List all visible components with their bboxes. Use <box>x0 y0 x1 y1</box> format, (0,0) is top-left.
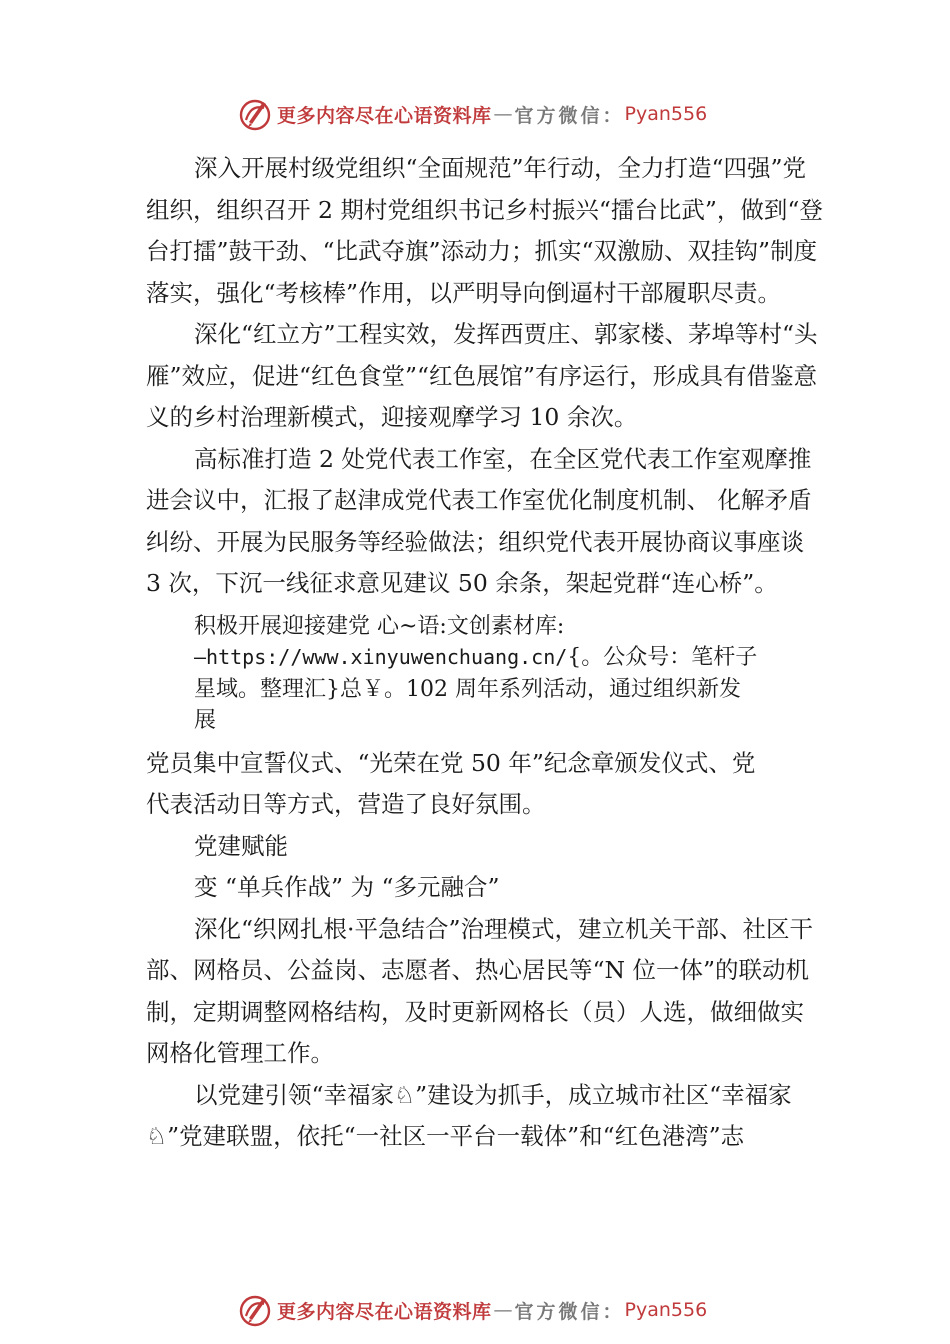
header-wechat-id: Pyan556 <box>624 103 708 125</box>
xinyu-logo-icon <box>237 1292 273 1328</box>
paragraph-2: 深化“红立方”工程实效，发挥西贾庄、郭家楼、茅埠等村“头雁”效应，促进“红色食堂”“红色展馆”有序运行，形成具有借鉴意义的乡村治理新模式，迎接观摩学习 10 余次。 <box>146 320 818 431</box>
paragraph-4 <box>194 611 826 737</box>
paragraph-6: 深化“织网扎根·平急结合”治理模式，建立机关干部、社区干部、网格员、公益岗、志愿者、热心居民等“N 位一体”的联动机制，定期调整网格结构，及时更新网格长（员）人选，做细做实网格化管理工作。 <box>146 914 813 1067</box>
paragraph-3: 高标准打造 2 处党代表工作室，在全区党代表工作室观摩推进会议中，汇报了赵津成党代表工作室优化制度机制、 化解矛盾纠纷、开展为民服务等经验做法；组织党代表开展协商议事座谈 3 次，下沉一线征求意见建议 50 余条，架起党群“连心桥”。 <box>146 444 812 597</box>
watermark-url: —https://www.xinyuwenchuang.cn/ <box>194 645 568 669</box>
xinyu-logo-icon <box>237 96 273 132</box>
footer-banner-inner <box>237 1290 707 1330</box>
header-dash: — <box>493 103 513 125</box>
header-library-text: 更多内容尽在心语资料库 <box>277 104 492 127</box>
header-banner <box>0 94 950 134</box>
header-wechat-label: 官方微信： <box>514 104 625 127</box>
paragraph-7: 以党建引领“幸福家♘”建设为抓手，成立城市社区“幸福家♘”党建联盟，依托“一社区一平台一载体”和“红色港湾”志 <box>146 1080 792 1150</box>
paragraph-1: 深入开展村级党组织“全面规范”年行动，全力打造“四强”党组织，组织召开 2 期村党组织书记乡村振兴“擂台比武”，做到“登台打擂”鼓干劲、“比武夺旗”添动力；抓实“双激励、双挂钩”制度落实，强化“考核棒”作用，以严明导向倒逼村干部履职尽责。 <box>146 154 823 307</box>
section-heading: 党建赋能 <box>194 831 288 860</box>
paragraph-5-line-2: 代表活动日等方式，营造了良好氛围。 <box>146 790 546 818</box>
watermark-wechat: {。公众号：笔杆子 <box>567 645 758 670</box>
section-subheading: 变 “单兵作战” 为 “多元融合” <box>194 873 500 901</box>
header-banner-inner <box>237 94 707 134</box>
footer-banner <box>0 1290 950 1330</box>
footer-library-text: 更多内容尽在心语资料库 <box>277 1300 492 1323</box>
paragraph-4-line-3: 星域。整理汇}总￥。102 周年系列活动，通过组织新发 <box>194 676 741 702</box>
footer-wechat-id: Pyan556 <box>624 1299 708 1321</box>
paragraph-4-line-2 <box>194 642 826 674</box>
document-body <box>146 148 826 1158</box>
paragraph-4-line-1: 积极开展迎接建党 心~语:文创素材库: <box>194 613 565 639</box>
footer-wechat-label: 官方微信： <box>514 1300 625 1323</box>
paragraph-5-line-1: 党员集中宣誓仪式、“光荣在党 50 年”纪念章颁发仪式、党 <box>146 748 756 777</box>
footer-dash: — <box>493 1299 513 1321</box>
paragraph-4-line-4: 展 <box>194 708 217 733</box>
